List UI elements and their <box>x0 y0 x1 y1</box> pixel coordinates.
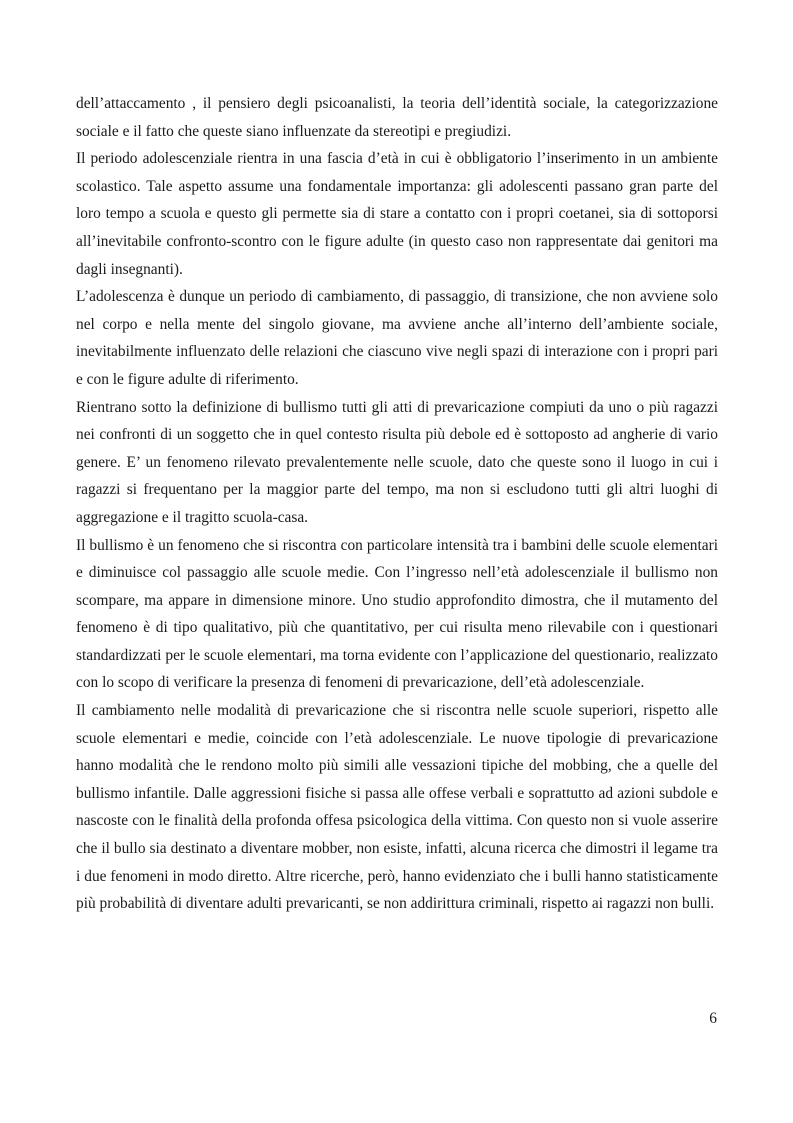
paragraph-4: Rientrano sotto la definizione di bullismo tutti gli atti di prevaricazione compiuti da uno o più ragazzi nei confronti di un soggetto che in quel contesto risulta più debole ed è sottoposto ad angherie di vario genere. E’ un fenomeno rilevato prevalentemente nelle scuole, dato che queste sono il luogo in cui i ragazzi si frequentano per la maggior parte del tempo, ma non si escludono tutti gli altri luoghi di aggregazione e il tragitto scuola-casa. <box>76 398 718 526</box>
paragraph-1: dell’attaccamento , il pensiero degli psicoanalisti, la teoria dell’identità sociale, la categorizzazione sociale e il fatto che queste siano influenzate da stereotipi e pregiudizi. <box>76 95 718 140</box>
paragraph-6: Il cambiamento nelle modalità di prevaricazione che si riscontra nelle scuole superiori, rispetto alle scuole elementari e medie, coincide con l’età adolescenziale. Le nuove tipologie di prevaricazione hanno modalità che le rendono molto più simili alle vessazioni tipiche del mobbing, che a quelle del bullismo infantile. Dalle aggressioni fisiche si passa alle offese verbali e soprattutto ad azioni subdole e nascoste con le finalità della profonda offesa psicologica della vittima. Con questo non si vuole asserire che il bullo sia destinato a diventare mobber, non esiste, infatti, alcuna ricerca che dimostri il legame tra i due fenomeni in modo diretto. Altre ricerche, però, hanno evidenziato che i bulli hanno statisticamente più probabilità di diventare adulti prevaricanti, se non addirittura criminali, rispetto ai ragazzi non bulli. <box>76 702 718 913</box>
paragraph-2: Il periodo adolescenziale rientra in una fascia d’età in cui è obbligatorio l’inserimento in un ambiente scolastico. Tale aspetto assume una fondamentale importanza: gli adolescenti passano gran parte del loro tempo a scuola e questo gli permette sia di stare a contatto con i propri coetanei, sia di sottoporsi all’inevitabile confronto-scontro con le figure adulte (in questo caso non rappresentate dai genitori ma dagli insegnanti). <box>76 150 718 278</box>
body-text <box>76 90 718 918</box>
paragraph-5: Il bullismo è un fenomeno che si riscontra con particolare intensità tra i bambini delle scuole elementari e diminuisce col passaggio alle scuole medie. Con l’ingresso nell’età adolescenziale il bullismo non scompare, ma appare in dimensione minore. Uno studio approfondito dimostra, che il mutamento del fenomeno è di tipo qualitativo, più che quantitativo, per cui risulta meno rilevabile con i questionari standardizzati per le scuole elementari, ma torna evidente con l’applicazione del questionario, realizzato con lo scopo di verificare la presenza di fenomeni di prevaricazione, dell’età adolescenziale. <box>76 536 718 692</box>
page-number: 6 <box>709 1010 717 1027</box>
paragraph-3: L’adolescenza è dunque un periodo di cambiamento, di passaggio, di transizione, che non avviene solo nel corpo e nella mente del singolo giovane, ma avviene anche all’interno dell’ambiente sociale, inevitabilmente influenzato delle relazioni che ciascuno vive negli spazi di interazione con i propri pari e con le figure adulte di riferimento. <box>76 288 718 388</box>
